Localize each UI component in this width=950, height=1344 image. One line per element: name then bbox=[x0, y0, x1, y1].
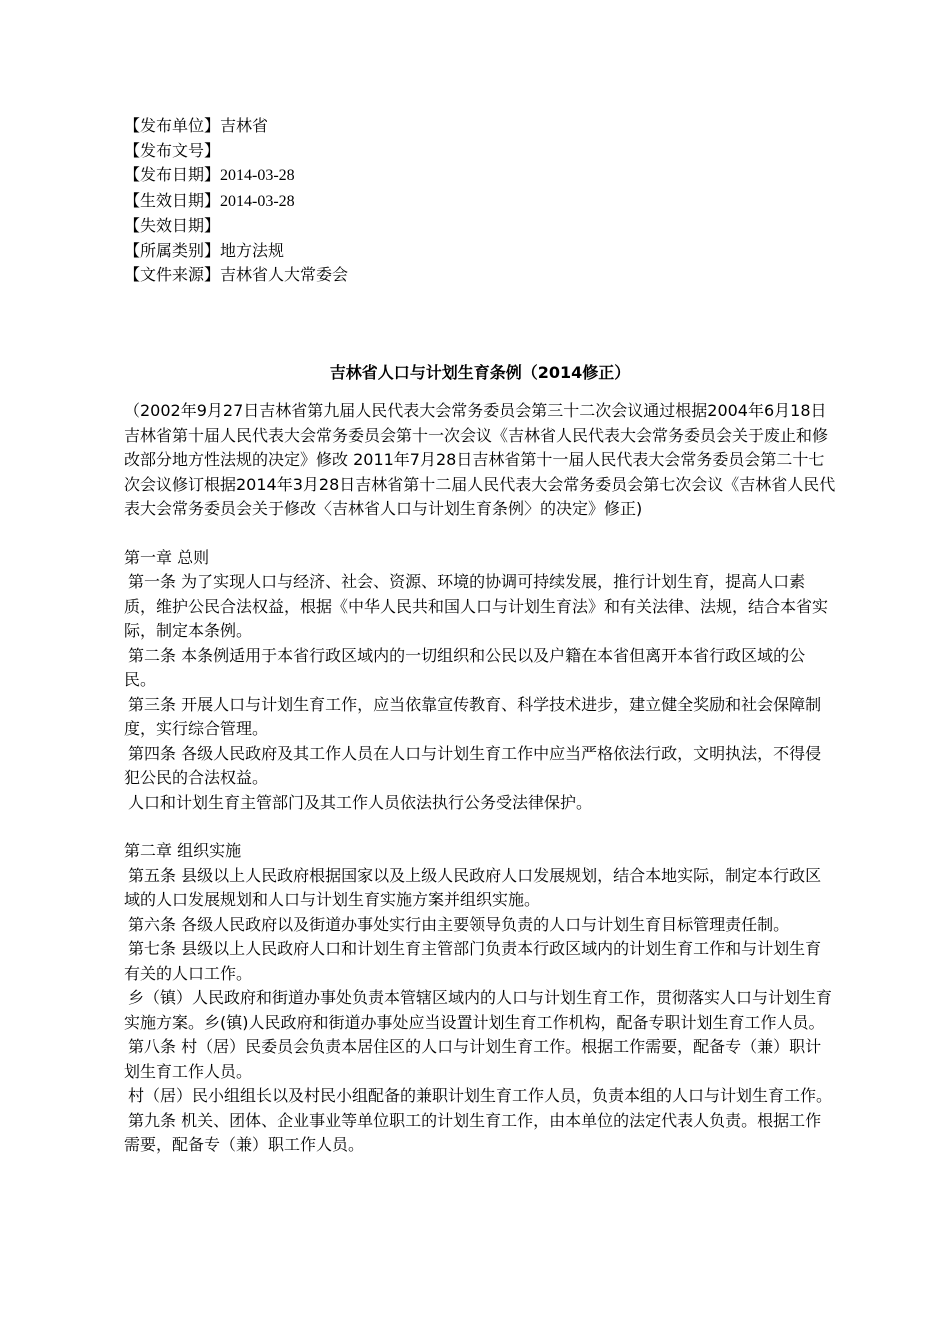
meta-expiry-date bbox=[124, 214, 836, 239]
meta-label: 【生效日期】 bbox=[124, 190, 221, 210]
chapter-2 bbox=[124, 839, 836, 1158]
chapter-heading: 第一章 总则 bbox=[124, 547, 210, 567]
meta-category bbox=[124, 239, 836, 264]
meta-label: 【发布单位】 bbox=[124, 116, 221, 135]
article-paragraph: 第二条 本条例适用于本省行政区域内的一切组织和公民以及户籍在本省但离开本省行政区域的公民。 bbox=[124, 645, 806, 689]
article-paragraph: 第五条 县级以上人民政府根据国家以及上级人民政府人口发展规划，结合本地实际，制定本行政区域的人口发展规划和人口与计划生育实施方案并组织实施。 bbox=[124, 865, 822, 909]
meta-value: 2014-03-28 bbox=[220, 192, 295, 210]
meta-label: 【发布文号】 bbox=[124, 140, 221, 160]
meta-doc-number bbox=[124, 139, 836, 164]
article-paragraph: 第九条 机关、团体、企业事业等单位职工的计划生育工作，由本单位的法定代表人负责。根据工作需要，配备专（兼）职工作人员。 bbox=[124, 1110, 822, 1154]
metadata-block bbox=[124, 114, 836, 288]
document-title: 吉林省人口与计划生育条例（2014修正） bbox=[329, 362, 631, 382]
meta-publish-date bbox=[124, 163, 836, 189]
meta-value: 吉林省人大常委会 bbox=[220, 265, 349, 284]
article-paragraph: 第一条 为了实现人口与经济、社会、资源、环境的协调可持续发展，推行计划生育，提高人口素质，维护公民合法权益，根据《中华人民共和国人口与计划生育法》和有关法律、法规，结合本省实际，制定本条例。 bbox=[124, 572, 829, 640]
meta-label: 【文件来源】 bbox=[124, 265, 221, 284]
article-paragraph: 人口和计划生育主管部门及其工作人员依法执行公务受法律保护。 bbox=[128, 792, 593, 812]
article-paragraph: 第六条 各级人民政府以及街道办事处实行由主要领导负责的人口与计划生育目标管理责任制。 bbox=[128, 914, 790, 934]
document-page bbox=[124, 114, 836, 1158]
article-paragraph: 乡（镇）人民政府和街道办事处负责本管辖区域内的人口与计划生育工作，贯彻落实人口与计划生育实施方案。乡(镇)人民政府和街道办事处应当设置计划生育工作机构，配备专职计划生育工作人员。 bbox=[124, 988, 833, 1032]
meta-value: 吉林省 bbox=[220, 116, 269, 135]
meta-value: 地方法规 bbox=[220, 240, 285, 260]
meta-value: 2014-03-28 bbox=[220, 167, 295, 184]
meta-label: 【失效日期】 bbox=[124, 216, 221, 235]
meta-source bbox=[124, 263, 836, 288]
preamble: （2002年9月27日吉林省第九届人民代表大会常务委员会第三十二次会议通过根据2004年6月18日吉林省第十届人民代表大会常务委员会第十一次会议《吉林省人民代表大会常务委员会关于废止和修改部分地方性法规的决定》修改 2011年7月28日吉林省第十一届人民代表大会常务委员会第二十七次会议修订根据2014年3月28日吉林省第十二届人民代表大会常务委员会第七次会议《吉林省人民代表大会常务委员会关于修改〈吉林省人口与计划生育条例〉的决定》修正) bbox=[124, 401, 836, 518]
chapter-1 bbox=[124, 546, 836, 816]
meta-publisher bbox=[124, 114, 836, 139]
article-paragraph: 第三条 开展人口与计划生育工作，应当依靠宣传教育、科学技术进步，建立健全奖励和社会保障制度，实行综合管理。 bbox=[124, 694, 822, 738]
meta-label: 【发布日期】 bbox=[124, 165, 221, 184]
meta-effective-date bbox=[124, 189, 836, 215]
chapter-heading: 第二章 组织实施 bbox=[124, 841, 242, 860]
article-paragraph: 第七条 县级以上人民政府人口和计划生育主管部门负责本行政区域内的计划生育工作和与计划生育有关的人口工作。 bbox=[124, 939, 822, 983]
article-paragraph: 村（居）民小组组长以及村民小组配备的兼职计划生育工作人员，负责本组的人口与计划生育工作。 bbox=[128, 1086, 833, 1105]
meta-label: 【所属类别】 bbox=[124, 240, 221, 260]
article-paragraph: 第八条 村（居）民委员会负责本居住区的人口与计划生育工作。根据工作需要，配备专（兼）职计划生育工作人员。 bbox=[124, 1037, 822, 1081]
article-paragraph: 第四条 各级人民政府及其工作人员在人口与计划生育工作中应当严格依法行政，文明执法，不得侵犯公民的合法权益。 bbox=[124, 743, 822, 787]
